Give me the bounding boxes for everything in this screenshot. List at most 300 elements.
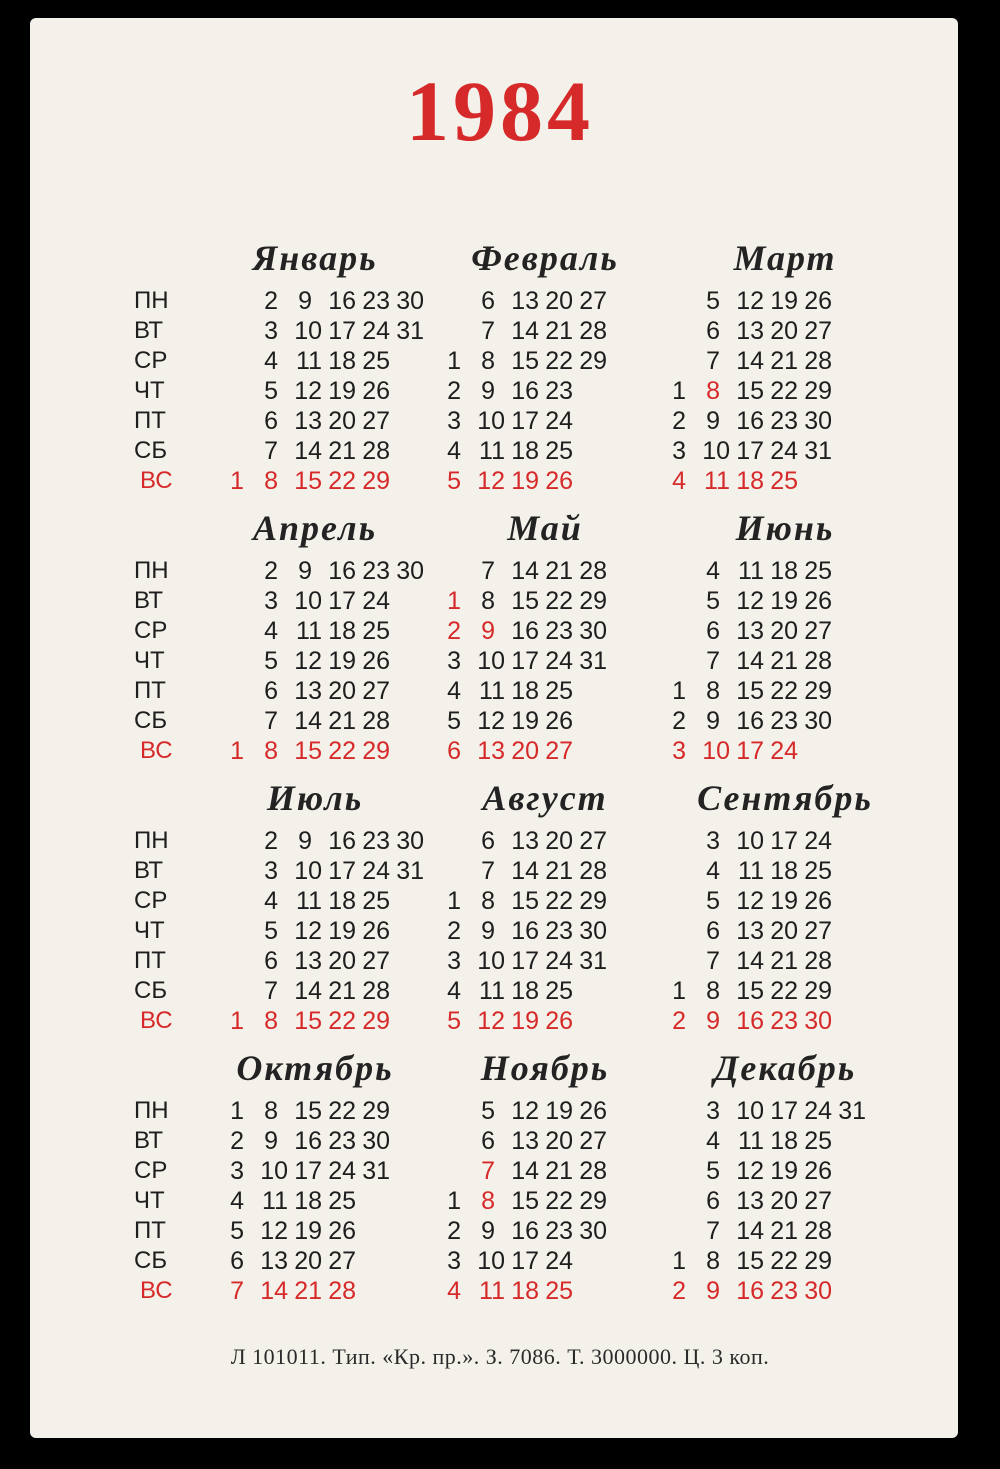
date: 29 (579, 1187, 607, 1215)
date: 7 (264, 437, 278, 465)
date: 12 (736, 1157, 764, 1185)
date: 9 (298, 557, 312, 585)
date: 11 (738, 557, 764, 585)
date: 20 (770, 917, 798, 945)
date: 23 (545, 917, 573, 945)
date: 3 (264, 587, 278, 615)
sunday-date: 19 (511, 467, 539, 495)
date: 23 (328, 1127, 356, 1155)
sunday-date: 11 (704, 467, 730, 495)
sunday-date: 27 (545, 737, 573, 765)
date: 4 (447, 977, 461, 1005)
date: 8 (706, 977, 720, 1005)
date: 11 (479, 977, 505, 1005)
date: 24 (362, 587, 390, 615)
holiday-date: 2 (447, 617, 461, 645)
date: 9 (298, 287, 312, 315)
date: 13 (260, 1247, 288, 1275)
date: 13 (294, 947, 322, 975)
date: 28 (362, 437, 390, 465)
date: 6 (481, 1127, 495, 1155)
date: 10 (294, 587, 322, 615)
date: 23 (545, 1217, 573, 1245)
sunday-date: 23 (770, 1007, 798, 1035)
date: 26 (804, 287, 832, 315)
date: 16 (294, 1127, 322, 1155)
weekday-label: СР (134, 347, 168, 374)
date: 9 (706, 707, 720, 735)
date: 27 (362, 407, 390, 435)
date: 29 (579, 887, 607, 915)
date: 2 (447, 917, 461, 945)
date: 12 (736, 887, 764, 915)
date: 14 (736, 1217, 764, 1245)
date: 17 (294, 1157, 322, 1185)
date: 15 (511, 887, 539, 915)
date: 11 (262, 1187, 288, 1215)
date: 16 (328, 557, 356, 585)
sunday-date: 16 (736, 1277, 764, 1305)
sunday-date: 29 (362, 1007, 390, 1035)
date: 24 (362, 857, 390, 885)
date: 9 (481, 917, 495, 945)
date: 19 (770, 287, 798, 315)
date: 5 (706, 587, 720, 615)
date: 8 (706, 1247, 720, 1275)
sunday-date: 21 (294, 1277, 322, 1305)
weekday-label: СБ (134, 1247, 168, 1274)
date: 20 (328, 677, 356, 705)
month-name: Май (507, 508, 583, 548)
sunday-date: 22 (328, 737, 356, 765)
date: 21 (545, 857, 573, 885)
date: 19 (770, 1157, 798, 1185)
date: 2 (230, 1127, 244, 1155)
date: 22 (770, 377, 798, 405)
date: 19 (545, 1097, 573, 1125)
date: 13 (736, 317, 764, 345)
date: 7 (481, 557, 495, 585)
date: 1 (447, 887, 461, 915)
date: 2 (264, 287, 278, 315)
date: 14 (294, 437, 322, 465)
date: 25 (362, 617, 390, 645)
date: 26 (804, 587, 832, 615)
date: 30 (804, 707, 832, 735)
sunday-date: 4 (447, 1277, 461, 1305)
date: 28 (579, 857, 607, 885)
date: 1 (672, 977, 686, 1005)
sunday-date: 2 (672, 1277, 686, 1305)
date: 30 (804, 407, 832, 435)
date: 16 (328, 827, 356, 855)
date: 28 (804, 347, 832, 375)
date: 30 (396, 557, 424, 585)
date: 19 (328, 917, 356, 945)
date: 1 (447, 1187, 461, 1215)
date: 4 (264, 617, 278, 645)
weekday-label: ПТ (134, 407, 166, 434)
month-name: Октябрь (236, 1048, 394, 1088)
date: 5 (481, 1097, 495, 1125)
date: 19 (511, 707, 539, 735)
month-name: Январь (252, 238, 378, 278)
date: 22 (545, 1187, 573, 1215)
date: 25 (804, 857, 832, 885)
date: 26 (362, 647, 390, 675)
date: 23 (770, 707, 798, 735)
date: 21 (770, 947, 798, 975)
month-name: Июль (266, 778, 364, 818)
date: 3 (447, 947, 461, 975)
weekday-label: СР (134, 1157, 168, 1184)
date: 15 (511, 587, 539, 615)
date: 24 (545, 947, 573, 975)
date: 14 (736, 647, 764, 675)
date: 7 (706, 347, 720, 375)
date: 8 (481, 587, 495, 615)
date: 3 (230, 1157, 244, 1185)
sunday-date: 18 (511, 1277, 539, 1305)
date: 30 (579, 617, 607, 645)
date: 24 (545, 1247, 573, 1275)
date: 18 (511, 977, 539, 1005)
date: 26 (804, 887, 832, 915)
date: 21 (770, 1217, 798, 1245)
sunday-date: 8 (264, 467, 278, 495)
weekday-label: ПТ (134, 1217, 166, 1244)
date: 3 (447, 647, 461, 675)
date: 14 (511, 1157, 539, 1185)
date: 22 (545, 887, 573, 915)
date: 3 (264, 317, 278, 345)
date: 1 (230, 1097, 244, 1125)
date: 29 (804, 977, 832, 1005)
date: 26 (545, 707, 573, 735)
sunday-date: 3 (672, 737, 686, 765)
sunday-date: 17 (736, 737, 764, 765)
date: 13 (736, 917, 764, 945)
date: 11 (738, 1127, 764, 1155)
date: 4 (447, 437, 461, 465)
date: 8 (706, 677, 720, 705)
date: 17 (511, 407, 539, 435)
date: 18 (511, 677, 539, 705)
sunday-date: 18 (736, 467, 764, 495)
weekday-label: ПН (134, 827, 169, 854)
date: 1 (672, 377, 686, 405)
sunday-date: 24 (770, 737, 798, 765)
month-name: Декабрь (713, 1048, 857, 1088)
date: 27 (804, 617, 832, 645)
date: 24 (362, 317, 390, 345)
sunday-date: 14 (260, 1277, 288, 1305)
date: 28 (362, 707, 390, 735)
date: 15 (511, 347, 539, 375)
date: 1 (672, 677, 686, 705)
date: 6 (706, 1187, 720, 1215)
date: 15 (511, 1187, 539, 1215)
date: 29 (804, 677, 832, 705)
date: 14 (511, 317, 539, 345)
date: 3 (706, 1097, 720, 1125)
date: 17 (736, 437, 764, 465)
date: 28 (579, 1157, 607, 1185)
sunday-date: 15 (294, 737, 322, 765)
date: 9 (706, 407, 720, 435)
date: 6 (481, 287, 495, 315)
date: 17 (328, 857, 356, 885)
date: 10 (260, 1157, 288, 1185)
date: 24 (545, 647, 573, 675)
weekday-label: ПН (134, 287, 169, 314)
date: 5 (447, 707, 461, 735)
date: 11 (738, 857, 764, 885)
date: 2 (447, 377, 461, 405)
weekday-label: ВТ (134, 1127, 164, 1154)
date: 20 (328, 407, 356, 435)
date: 13 (511, 827, 539, 855)
date: 21 (545, 317, 573, 345)
date: 12 (294, 917, 322, 945)
weekday-label: ВС (140, 1277, 173, 1304)
date: 13 (736, 1187, 764, 1215)
date: 21 (545, 1157, 573, 1185)
date: 26 (579, 1097, 607, 1125)
date: 4 (447, 677, 461, 705)
sunday-date: 29 (362, 737, 390, 765)
weekday-label: ЧТ (134, 917, 165, 944)
date: 31 (362, 1157, 390, 1185)
sunday-date: 8 (264, 1007, 278, 1035)
date: 5 (264, 647, 278, 675)
month-name: Ноябрь (480, 1048, 610, 1088)
date: 29 (804, 377, 832, 405)
date: 15 (736, 1247, 764, 1275)
weekday-label: ПН (134, 557, 169, 584)
date: 14 (294, 977, 322, 1005)
sunday-date: 22 (328, 467, 356, 495)
holiday-date: 8 (481, 1187, 495, 1215)
date: 16 (736, 707, 764, 735)
date: 22 (328, 1097, 356, 1125)
date: 6 (481, 827, 495, 855)
date: 25 (328, 1187, 356, 1215)
date: 20 (294, 1247, 322, 1275)
date: 23 (362, 287, 390, 315)
sunday-date: 11 (479, 1277, 505, 1305)
date: 13 (511, 287, 539, 315)
date: 23 (770, 407, 798, 435)
date: 11 (296, 617, 322, 645)
date: 14 (511, 557, 539, 585)
date: 18 (328, 617, 356, 645)
date: 15 (736, 977, 764, 1005)
month-name: Март (733, 238, 837, 278)
date: 10 (736, 827, 764, 855)
date: 30 (396, 827, 424, 855)
date: 9 (481, 1217, 495, 1245)
date: 6 (706, 617, 720, 645)
date: 10 (477, 647, 505, 675)
date: 16 (511, 617, 539, 645)
weekday-label: ВТ (134, 317, 164, 344)
date: 26 (328, 1217, 356, 1245)
date: 12 (294, 647, 322, 675)
date: 11 (296, 347, 322, 375)
date: 8 (264, 1097, 278, 1125)
month-name: Июнь (735, 508, 835, 548)
date: 5 (706, 1157, 720, 1185)
date: 19 (328, 377, 356, 405)
date: 21 (328, 977, 356, 1005)
date: 15 (736, 377, 764, 405)
date: 17 (511, 947, 539, 975)
holiday-date: 8 (706, 377, 720, 405)
date: 20 (770, 617, 798, 645)
date: 10 (477, 947, 505, 975)
date: 25 (545, 977, 573, 1005)
date: 10 (702, 437, 730, 465)
date: 12 (477, 707, 505, 735)
date: 17 (511, 1247, 539, 1275)
sunday-date: 20 (511, 737, 539, 765)
date: 2 (447, 1217, 461, 1245)
sunday-date: 2 (672, 1007, 686, 1035)
date: 29 (804, 1247, 832, 1275)
sunday-date: 30 (804, 1007, 832, 1035)
date: 10 (294, 317, 322, 345)
date: 20 (328, 947, 356, 975)
date: 14 (736, 347, 764, 375)
date: 1 (447, 347, 461, 375)
date: 30 (362, 1127, 390, 1155)
date: 15 (294, 1097, 322, 1125)
sunday-date: 9 (706, 1007, 720, 1035)
date: 21 (770, 647, 798, 675)
date: 16 (736, 407, 764, 435)
sunday-date: 8 (264, 737, 278, 765)
weekday-label: ЧТ (134, 647, 165, 674)
date: 12 (294, 377, 322, 405)
date: 31 (804, 437, 832, 465)
date: 4 (706, 857, 720, 885)
sunday-date: 12 (477, 467, 505, 495)
date: 10 (294, 857, 322, 885)
date: 21 (770, 347, 798, 375)
date: 19 (770, 887, 798, 915)
date: 13 (736, 617, 764, 645)
sunday-date: 1 (230, 467, 244, 495)
date: 28 (362, 977, 390, 1005)
date: 18 (328, 347, 356, 375)
date: 4 (264, 347, 278, 375)
date: 12 (511, 1097, 539, 1125)
month-name: Февраль (471, 238, 619, 278)
date: 12 (736, 587, 764, 615)
date: 27 (804, 1187, 832, 1215)
date: 19 (328, 647, 356, 675)
weekday-label: СБ (134, 707, 168, 734)
date: 11 (479, 437, 505, 465)
date: 7 (481, 317, 495, 345)
holiday-date: 7 (481, 1157, 495, 1185)
date: 19 (294, 1217, 322, 1245)
date: 31 (838, 1097, 866, 1125)
date: 28 (804, 1217, 832, 1245)
calendar-year: 1984 (406, 63, 594, 159)
date: 29 (579, 587, 607, 615)
date: 8 (481, 887, 495, 915)
date: 3 (706, 827, 720, 855)
date: 24 (804, 827, 832, 855)
date: 21 (328, 707, 356, 735)
date: 7 (264, 977, 278, 1005)
date: 24 (770, 437, 798, 465)
date: 30 (579, 917, 607, 945)
sunday-date: 30 (804, 1277, 832, 1305)
date: 7 (706, 947, 720, 975)
date: 7 (706, 647, 720, 675)
sunday-date: 7 (230, 1277, 244, 1305)
date: 4 (706, 557, 720, 585)
date: 17 (770, 827, 798, 855)
date: 6 (706, 917, 720, 945)
date: 3 (447, 407, 461, 435)
date: 27 (328, 1247, 356, 1275)
date: 30 (396, 287, 424, 315)
sunday-date: 29 (362, 467, 390, 495)
date: 3 (672, 437, 686, 465)
date: 19 (770, 587, 798, 615)
weekday-label: ВТ (134, 587, 164, 614)
weekday-label: СБ (134, 977, 168, 1004)
date: 28 (804, 647, 832, 675)
date: 5 (706, 287, 720, 315)
date: 10 (477, 407, 505, 435)
date: 7 (264, 707, 278, 735)
sunday-date: 15 (294, 1007, 322, 1035)
sunday-date: 25 (545, 1277, 573, 1305)
sunday-date: 5 (447, 467, 461, 495)
sunday-date: 19 (511, 1007, 539, 1035)
date: 22 (545, 347, 573, 375)
date: 24 (804, 1097, 832, 1125)
date: 24 (545, 407, 573, 435)
date: 18 (770, 1127, 798, 1155)
month-name: Август (482, 778, 608, 818)
weekday-label: ПН (134, 1097, 169, 1124)
weekday-label: СР (134, 887, 168, 914)
date: 16 (328, 287, 356, 315)
date: 20 (545, 287, 573, 315)
date: 31 (396, 857, 424, 885)
date: 26 (362, 377, 390, 405)
date: 7 (706, 1217, 720, 1245)
date: 3 (447, 1247, 461, 1275)
weekday-label: ПТ (134, 947, 166, 974)
date: 25 (545, 437, 573, 465)
date: 22 (770, 1247, 798, 1275)
sunday-date: 12 (477, 1007, 505, 1035)
sunday-date: 1 (230, 737, 244, 765)
date: 23 (545, 617, 573, 645)
sunday-date: 6 (447, 737, 461, 765)
date: 25 (804, 557, 832, 585)
weekday-label: СБ (134, 437, 168, 464)
date: 14 (294, 707, 322, 735)
date: 25 (545, 677, 573, 705)
